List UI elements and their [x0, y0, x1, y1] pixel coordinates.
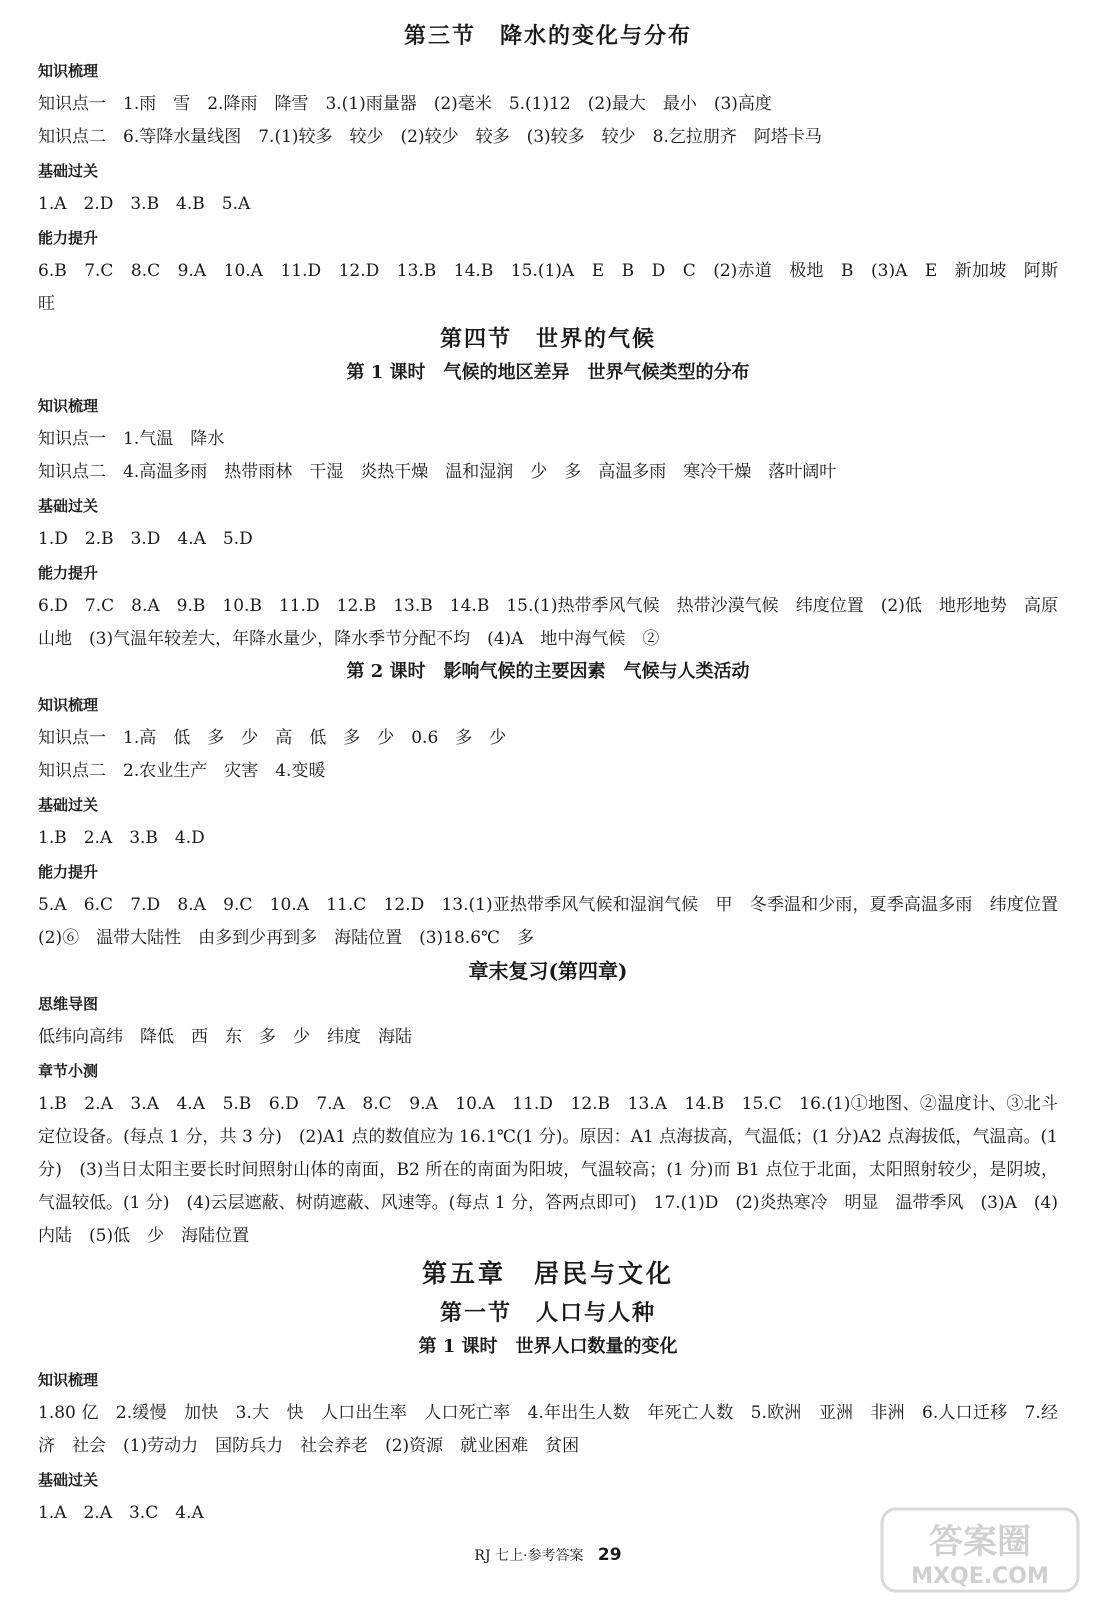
answer-paragraph: 1.B 2.A 3.A 4.A 5.B 6.D 7.A 8.C 9.A 10.A 11.D 12.B 13.A 14.B 15.C 16.(1)①地图、②温度计、③北斗定位设备。(每点 1 分，共 3 分) (2)A1 点的数值应为 16.1℃(1 分)。原因：A1 点海拔高，气温低；(1 分)A2 点海拔低，气温高。(1 分) (3)当日太阳主要长时间照射山体的南面，B2 所在的南面为阳坡，气温较高；(1 分)而 B1 点位于北面，太阳照射较少，是阴坡，气温较低。(1 分) (4)云层遮蔽、树荫遮蔽、风速等。(每点 1 分，答两点即可) 17.(1)D (2)炎热寒冷 明显 温带季风 (3)A (4)内陆 (5)低 少 海陆位置: [38, 1094, 1058, 1246]
answer-paragraph: 6.D 7.C 8.A 9.B 10.B 11.D 12.B 13.B 14.B 15.(1)热带季风气候 热带沙漠气候 纬度位置 (2)低 地形地势 高原山地 (3)气温年较差大，年降水量少，降水季节分配不均 (4)A 地中海气候 ②: [38, 596, 1058, 649]
label-mindmap: 思维导图: [38, 995, 99, 1013]
answer-line: 知识点一 1.气温 降水: [38, 429, 225, 449]
watermark-url: MXQE.COM: [911, 1564, 1049, 1589]
answer-line: 知识点一 1.高 低 多 少 高 低 多 少 0.6 多 少: [38, 728, 507, 748]
answer-line: 1.A 2.A 3.C 4.A: [38, 1503, 204, 1523]
answer-line: 知识点二 6.等降水量线图 7.(1)较多 较少 (2)较少 较多 (3)较多 较少 8.乞拉朋齐 阿塔卡马: [38, 127, 822, 147]
answer-line: 1.A 2.D 3.B 4.B 5.A: [38, 194, 251, 214]
answer-line: 知识点一 1.雨 雪 2.降雨 降雪 3.(1)雨量器 (2)毫米 5.(1)12 (2)最大 最小 (3)高度: [38, 94, 772, 114]
answer-line: 知识点二 4.高温多雨 热带雨林 干湿 炎热干燥 温和湿润 少 多 高温多雨 寒冷干燥 落叶阔叶: [38, 462, 837, 482]
answer-line: 1.D 2.B 3.D 4.A 5.D: [38, 529, 253, 549]
footer-label: RJ 七上·参考答案: [474, 1548, 584, 1564]
label-ability: 能力提升: [38, 564, 99, 582]
label-ability: 能力提升: [38, 229, 99, 247]
review-title: 章末复习(第四章): [468, 959, 628, 983]
answer-line: 知识点二 2.农业生产 灾害 4.变暖: [38, 761, 326, 781]
watermark-logo: [880, 1505, 1080, 1595]
label-knowledge: 知识梳理: [38, 1371, 99, 1389]
watermark-text: 答案圈: [929, 1522, 1031, 1562]
label-basic: 基础过关: [38, 796, 99, 814]
lesson-title: 第 1 课时 气候的地区差异 世界气候类型的分布: [346, 362, 750, 383]
page-number: 29: [597, 1545, 622, 1565]
label-ability: 能力提升: [38, 863, 99, 881]
answer-line: 1.B 2.A 3.B 4.D: [38, 828, 205, 848]
chapter-title: 第五章 居民与文化: [421, 1259, 674, 1288]
label-knowledge: 知识梳理: [38, 62, 99, 80]
label-knowledge: 知识梳理: [38, 696, 99, 714]
section-title: 第一节 人口与人种: [439, 1300, 656, 1326]
answer-page: [38, 18, 1075, 1530]
lesson-title: 第 2 课时 影响气候的主要因素 气候与人类活动: [346, 661, 750, 682]
section-title: 第三节 降水的变化与分布: [403, 23, 692, 49]
answer-paragraph: 5.A 6.C 7.D 8.A 9.C 10.A 11.C 12.D 13.(1)亚热带季风气候和湿润气候 甲 冬季温和少雨，夏季高温多雨 纬度位置 (2)⑥ 温带大陆性 由多到少再到多 海陆位置 (3)18.6℃ 多: [38, 895, 1075, 948]
lesson-title: 第 1 课时 世界人口数量的变化: [418, 1336, 678, 1357]
label-quiz: 章节小测: [38, 1062, 99, 1080]
section-title: 第四节 世界的气候: [439, 326, 656, 352]
answer-paragraph: 6.B 7.C 8.C 9.A 10.A 11.D 12.D 13.B 14.B 15.(1)A E B D C (2)赤道 极地 B (3)A E 新加坡 阿斯旺: [38, 261, 1058, 314]
label-basic: 基础过关: [38, 162, 99, 180]
label-basic: 基础过关: [38, 497, 99, 515]
label-knowledge: 知识梳理: [38, 397, 99, 415]
answer-line: 低纬向高纬 降低 西 东 多 少 纬度 海陆: [38, 1027, 412, 1047]
answer-paragraph: 1.80 亿 2.缓慢 加快 3.大 快 人口出生率 人口死亡率 4.年出生人数 年死亡人数 5.欧洲 亚洲 非洲 6.人口迁移 7.经济 社会 (1)劳动力 国防兵力 社会养老 (2)资源 就业困难 贫困: [38, 1403, 1058, 1456]
label-basic: 基础过关: [38, 1471, 99, 1489]
